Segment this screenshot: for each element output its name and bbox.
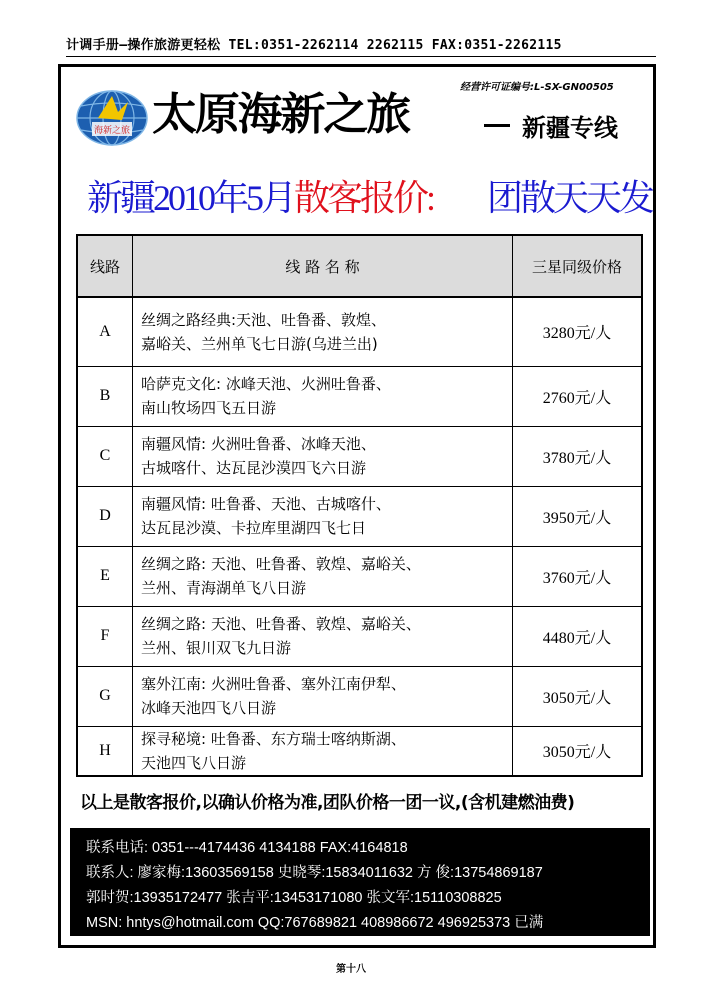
headline-part-1: 新疆2010年5月 [87,178,295,218]
route-code: H [77,726,133,776]
header-contact-line: 计调手册—操作旅游更轻松 TEL:0351-2262114 2262115 FAX:0351-2262115 [66,34,656,57]
route-name: 哈萨克文化: 冰峰天池、火洲吐鲁番、 南山牧场四飞五日游 [133,366,513,426]
contact-people-line: 联系人: 廖家梅:13603569158 史晓琴:15834011632 方 俊:13754869187 [86,865,543,881]
route-price: 3780元/人 [513,426,643,486]
table-row [77,366,642,426]
route-code: B [77,366,133,426]
brand-dash-divider [484,124,510,127]
table-row [77,297,642,366]
header-price: 三星同级价格 [513,235,643,297]
table-row [77,666,642,726]
contact-people-line-2: 郭时贺:13935172477 张吉平:13453171080 张文军:15110308825 [86,890,502,906]
header-route-name: 线 路 名 称 [133,235,513,297]
route-name: 丝绸之路经典:天池、吐鲁番、敦煌、 嘉峪关、兰州单飞七日游(乌进兰出) [133,297,513,366]
route-price: 2760元/人 [513,366,643,426]
route-price: 3280元/人 [513,297,643,366]
route-name: 丝绸之路: 天池、吐鲁番、敦煌、嘉峪关、 兰州、银川双飞九日游 [133,606,513,666]
route-name: 丝绸之路: 天池、吐鲁番、敦煌、嘉峪关、 兰州、青海湖单飞八日游 [133,546,513,606]
route-name: 南疆风情: 火洲吐鲁番、冰峰天池、 古城喀什、达瓦昆沙漠四飞六日游 [133,426,513,486]
table-row [77,426,642,486]
headline-part-3: 团散天天发 [487,178,653,218]
route-name: 探寻秘境: 吐鲁番、东方瑞士喀纳斯湖、 天池四飞八日游 [133,726,513,776]
contact-phone-line: 联系电话: 0351---4174436 4134188 FAX:4164818 [86,840,408,856]
route-price: 3950元/人 [513,486,643,546]
route-code: A [77,297,133,366]
brand-name: 太原海新之旅 [152,89,410,140]
route-price: 4480元/人 [513,606,643,666]
route-price: 3760元/人 [513,546,643,606]
contact-msn-qq-line: MSN: hntys@hotmail.com QQ:767689821 408986672 496925373 已满 [86,915,544,931]
route-price: 3050元/人 [513,726,643,776]
table-row [77,486,642,546]
route-code: F [77,606,133,666]
headline-part-2: 散客报价: [294,178,434,218]
price-headline [87,176,652,220]
table-row [77,546,642,606]
table-row [77,726,642,776]
contact-box [70,828,650,936]
route-code: E [77,546,133,606]
table-row [77,606,642,666]
price-table [76,234,643,777]
license-number: 经营许可证编号:L-SX-GN00505 [460,82,614,93]
route-code: D [77,486,133,546]
logo-text: 海新之旅 [93,126,131,136]
route-price: 3050元/人 [513,666,643,726]
route-name: 塞外江南: 火洲吐鲁番、塞外江南伊犁、 冰峰天池四飞八日游 [133,666,513,726]
price-notice: 以上是散客报价,以确认价格为准,团队价格一团一议,(含机建燃油费) [80,793,575,813]
brand-subtitle: 新疆专线 [522,114,618,142]
route-name: 南疆风情: 吐鲁番、天池、古城喀什、 达瓦昆沙漠、卡拉库里湖四飞七日 [133,486,513,546]
page-number: 第十八 [336,964,366,975]
header-route-code: 线路 [77,235,133,297]
route-code: C [77,426,133,486]
route-code: G [77,666,133,726]
globe-logo-icon [76,88,148,148]
